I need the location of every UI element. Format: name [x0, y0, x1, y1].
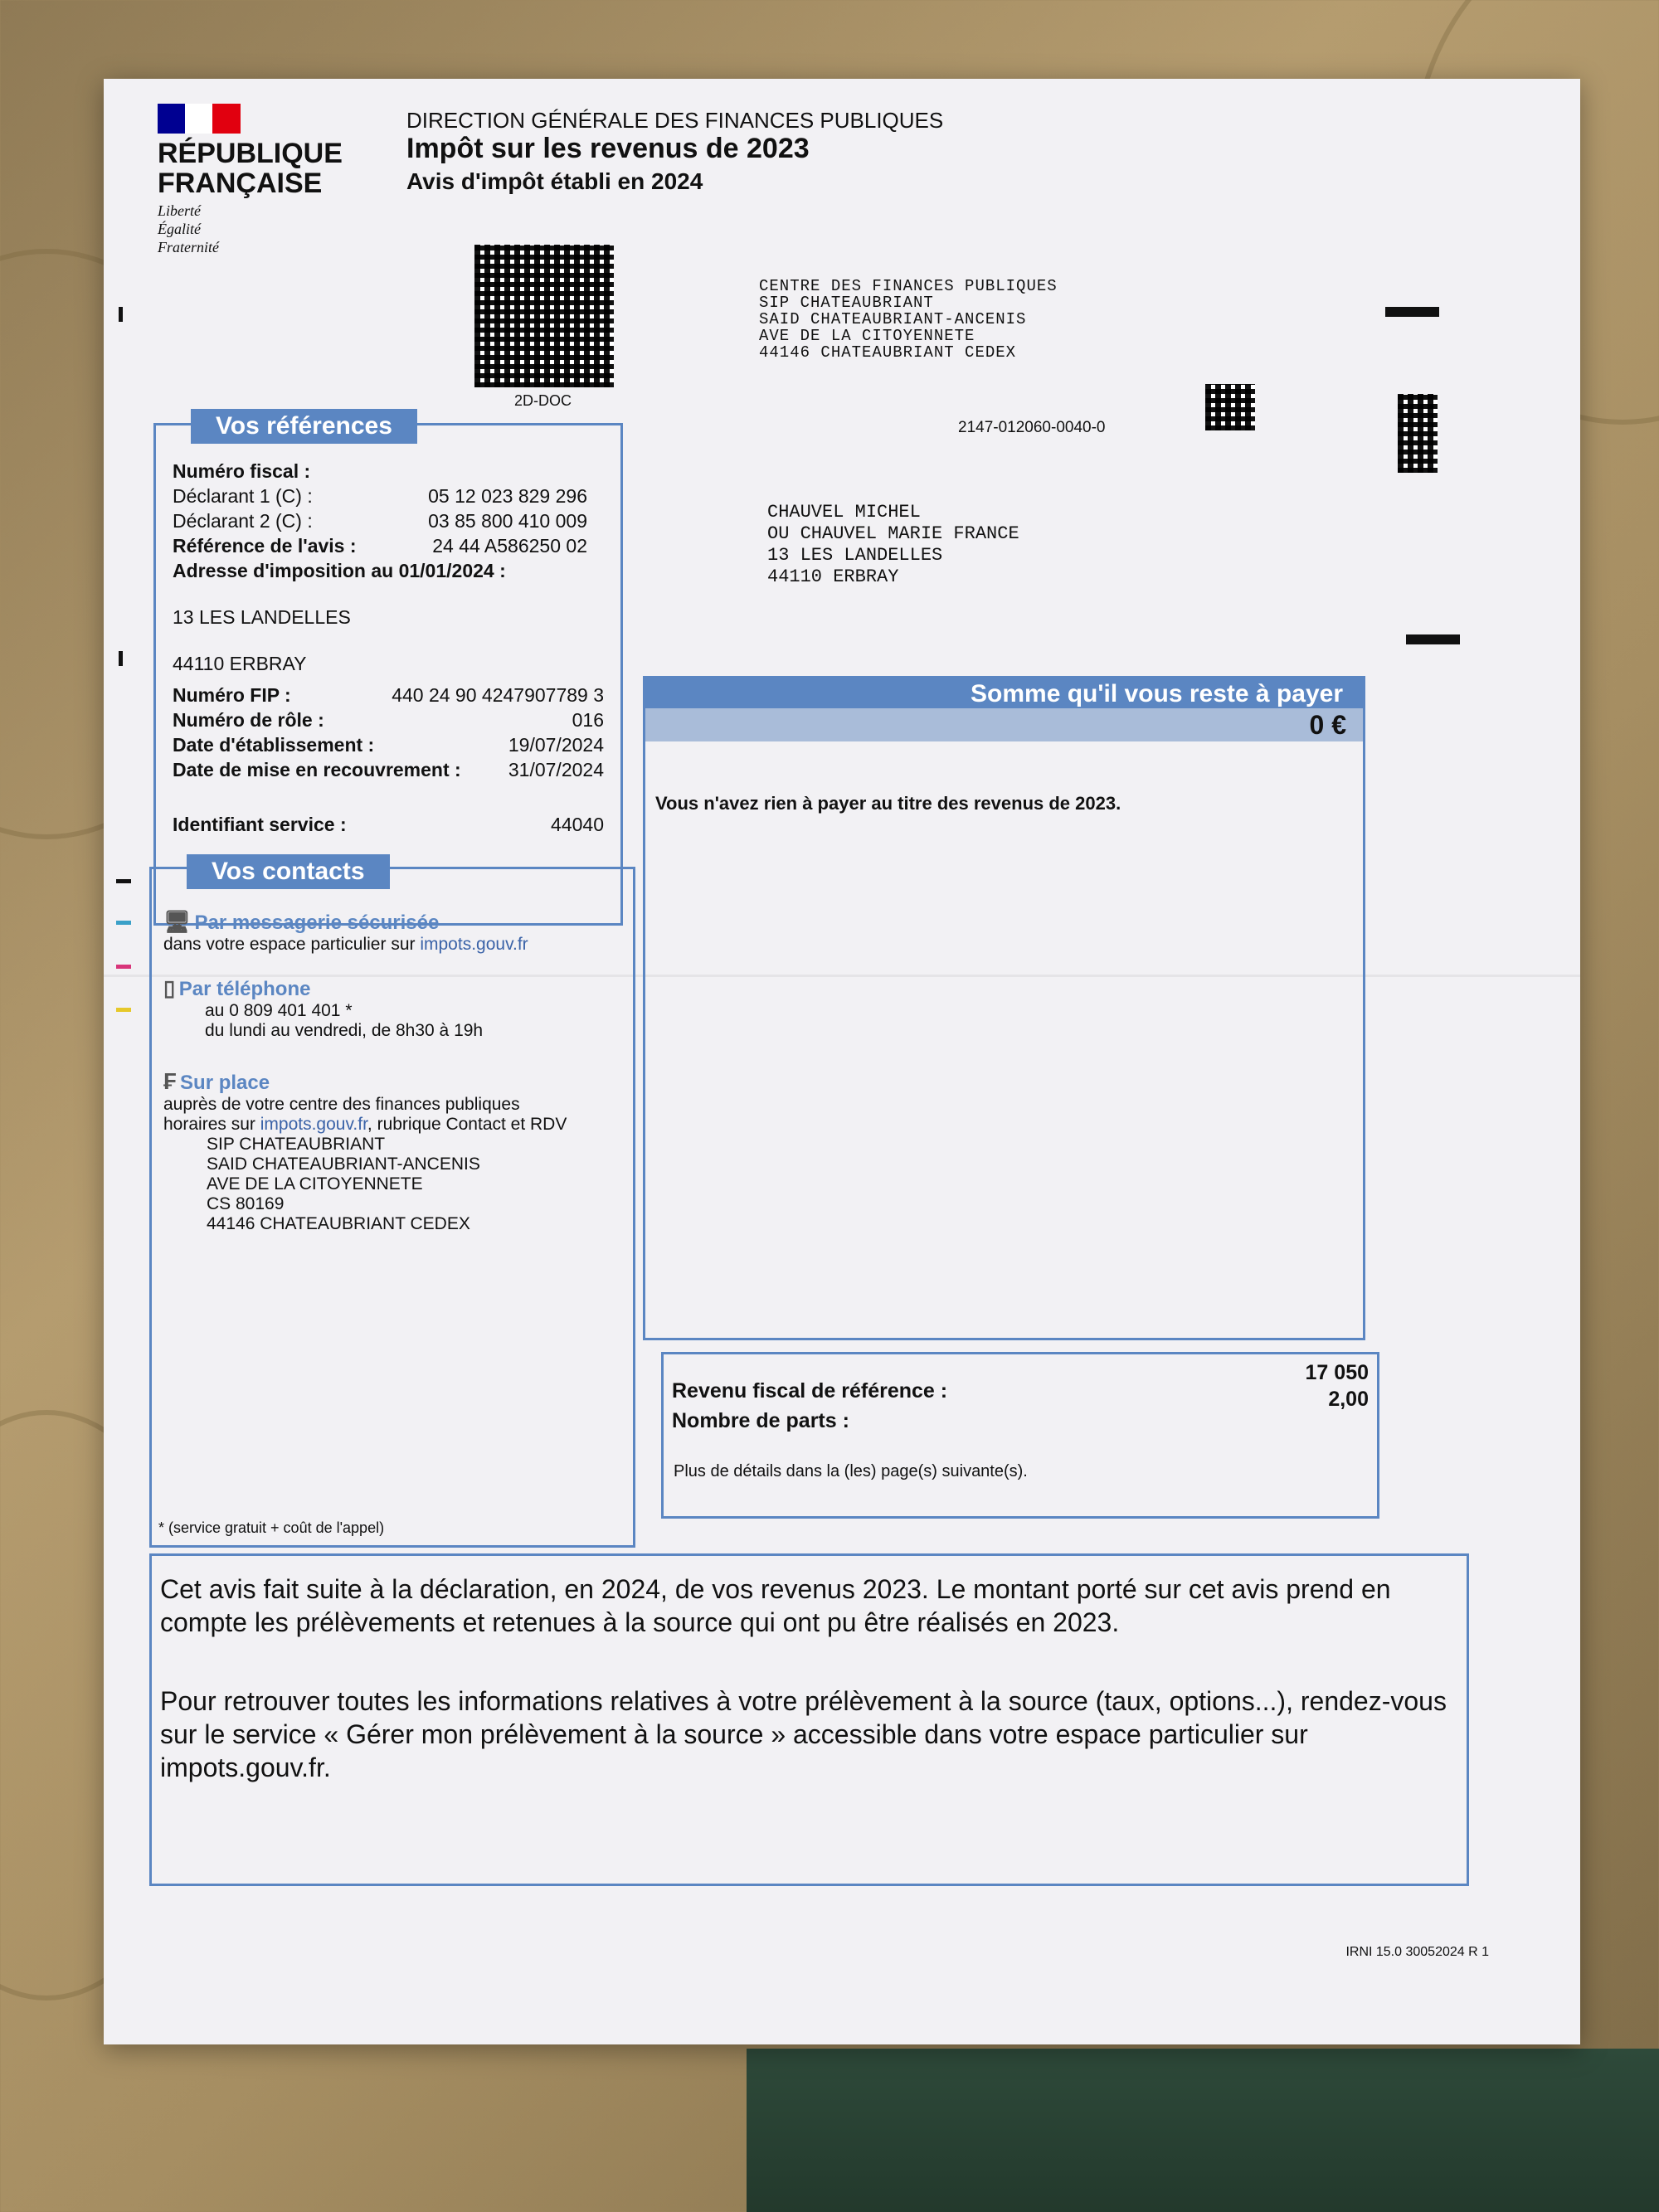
payment-amount: 0 €	[1309, 710, 1346, 740]
ref-avis-label: Référence de l'avis :	[173, 535, 357, 557]
place-addr3: AVE DE LA CITOYENNETE	[207, 1174, 423, 1194]
place-link[interactable]: impots.gouv.fr	[260, 1115, 367, 1134]
place-title: Sur place	[180, 1072, 270, 1094]
telephone-title: Par téléphone	[178, 978, 311, 1000]
print-mark	[1406, 634, 1460, 644]
contacts-title: Vos contacts	[187, 854, 390, 889]
declarant2-row	[173, 510, 604, 532]
print-mark	[116, 1008, 131, 1012]
contacts-box	[149, 858, 635, 1548]
adresse-row	[173, 560, 604, 582]
references-title: Vos références	[191, 409, 417, 444]
republique-francaise-logo-text	[158, 139, 343, 198]
service-row	[173, 814, 604, 836]
print-mark	[116, 921, 131, 925]
parts-label: Nombre de parts :	[672, 1409, 849, 1432]
place-addr2: SAID CHATEAUBRIANT-ANCENIS	[207, 1155, 480, 1174]
messagerie-title: Par messagerie sécurisée	[194, 912, 440, 934]
numero-fiscal-label: Numéro fiscal :	[173, 460, 311, 482]
recouv-label: Date de mise en recouvrement :	[173, 759, 461, 780]
marianne-logo	[158, 104, 241, 134]
recipient-line3: 13 LES LANDELLES	[767, 545, 943, 566]
notice-subtitle: Avis d'impôt établi en 2024	[406, 168, 703, 194]
ref-avis-value: 24 44 A586250 02	[432, 535, 587, 557]
references-box	[153, 412, 623, 926]
centre-line2: SIP CHATEAUBRIANT	[759, 294, 934, 312]
place-text2-start: horaires sur	[163, 1115, 255, 1134]
rfr-label: Revenu fiscal de référence :	[672, 1379, 948, 1403]
print-mark	[116, 965, 131, 969]
direction-label: DIRECTION GÉNÉRALE DES FINANCES PUBLIQUES	[406, 108, 944, 133]
fip-value: 440 24 90 4247907789 3	[392, 684, 604, 706]
phone-icon: ▯	[163, 975, 176, 1000]
declarant1-label: Déclarant 1 (C) :	[173, 485, 313, 507]
telephone-hours: du lundi au vendredi, de 8h30 à 19h	[205, 1021, 484, 1040]
numero-fiscal-row	[173, 460, 604, 483]
recipient-line2: OU CHAUVEL MARIE FRANCE	[767, 523, 1019, 544]
place-text3: , rubrique Contact et RDV	[367, 1115, 567, 1134]
fip-label: Numéro FIP :	[173, 684, 291, 706]
motto-egalite: Égalité	[158, 221, 201, 237]
footer-code: IRNI 15.0 30052024 R 1	[1345, 1945, 1489, 1959]
centre-line5: 44146 CHATEAUBRIANT CEDEX	[759, 343, 1017, 362]
adresse-line1: 13 LES LANDELLES	[173, 606, 351, 628]
role-value: 016	[572, 709, 604, 731]
notice-title: Impôt sur les revenus de 2023	[406, 133, 810, 164]
tax-notice-page	[104, 79, 1580, 2044]
role-row	[173, 709, 604, 732]
motto	[158, 202, 219, 256]
reference-code: 2147-012060-0040-0	[958, 419, 1106, 436]
print-mark	[119, 307, 123, 322]
payment-amount-bar	[645, 708, 1363, 741]
motto-liberte: Liberté	[158, 202, 201, 219]
tax-centre-address	[759, 278, 1058, 361]
centre-line1: CENTRE DES FINANCES PUBLIQUES	[759, 277, 1058, 295]
info-paragraph2: Pour retrouver toutes les informations relatives à votre prélèvement à la source (taux, options...), rendez-vous sur le service « Gérer mon prélèvement à la source » accessible dans votre espace particulier sur impots.gouv.fr.	[160, 1686, 1447, 1782]
declarant2-label: Déclarant 2 (C) :	[173, 510, 313, 532]
twod-doc-label: 2D-DOC	[514, 392, 572, 409]
place-addr5: 44146 CHATEAUBRIANT CEDEX	[207, 1214, 470, 1233]
qr-code-icon	[1205, 384, 1255, 430]
declarant2-value: 03 85 800 410 009	[428, 510, 587, 532]
ref-avis-row	[173, 535, 604, 557]
place-addr1: SIP CHATEAUBRIANT	[207, 1135, 386, 1154]
recouv-row	[173, 759, 604, 781]
payment-box	[643, 676, 1365, 1340]
messagerie-desc: dans votre espace particulier sur	[163, 935, 416, 954]
role-label: Numéro de rôle :	[173, 709, 324, 731]
payment-message: Vous n'avez rien à payer au titre des revenus de 2023.	[655, 793, 1121, 814]
recouv-value: 31/07/2024	[508, 759, 604, 780]
place-addr4: CS 80169	[207, 1194, 285, 1213]
print-mark	[116, 879, 131, 883]
payment-title: Somme qu'il vous reste à payer	[971, 680, 1343, 707]
qr-code-icon	[474, 245, 614, 387]
info-paragraph1: Cet avis fait suite à la déclaration, en 2024, de vos revenus 2023. Le montant porté sur cet avis prend en compte les prélèvements et retenues à la source qui ont pu être réalisés en 2023.	[160, 1574, 1391, 1637]
print-mark	[1385, 307, 1439, 317]
etab-label: Date d'établissement :	[173, 734, 375, 756]
declarant1-value: 05 12 023 829 296	[428, 485, 587, 507]
messagerie-text	[163, 935, 625, 955]
computer-icon: 🖥	[163, 909, 192, 934]
centre-line4: AVE DE LA CITOYENNETE	[759, 327, 975, 345]
adresse-label: Adresse d'imposition au 01/01/2024 :	[173, 560, 506, 581]
telephone-number: au 0 809 401 401 *	[205, 1001, 353, 1020]
rfr-value: 17 050	[1305, 1361, 1369, 1384]
contact-sur-place	[163, 1068, 623, 1234]
fip-row	[173, 684, 604, 707]
parts-value: 2,00	[1328, 1388, 1369, 1411]
details-note: Plus de détails dans la (les) page(s) suivante(s).	[674, 1462, 1028, 1480]
messagerie-link[interactable]: impots.gouv.fr	[420, 935, 528, 954]
service-value: 44040	[551, 814, 604, 835]
building-icon: ₣	[163, 1068, 177, 1094]
etab-row	[173, 734, 604, 756]
summary-box	[661, 1352, 1379, 1519]
recipient-line1: CHAUVEL MICHEL	[767, 502, 921, 523]
adresse-line2: 44110 ERBRAY	[173, 653, 307, 674]
print-mark	[119, 651, 123, 666]
centre-line3: SAID CHATEAUBRIANT-ANCENIS	[759, 310, 1027, 328]
recipient-line4: 44110 ERBRAY	[767, 566, 899, 587]
place-text2	[163, 1115, 623, 1135]
recipient-address	[767, 502, 1019, 588]
motto-fraternite: Fraternité	[158, 239, 219, 255]
declarant1-row	[173, 485, 604, 508]
contact-telephone	[163, 975, 625, 1041]
info-box	[149, 1553, 1469, 1886]
republic-line2: FRANÇAISE	[158, 168, 323, 199]
contact-messagerie	[163, 909, 625, 955]
payment-header-bar	[645, 678, 1363, 708]
place-text1: auprès de votre centre des finances publiques	[163, 1095, 520, 1114]
green-cloth	[747, 2049, 1659, 2212]
etab-value: 19/07/2024	[508, 734, 604, 756]
contacts-footnote: * (service gratuit + coût de l'appel)	[158, 1519, 385, 1536]
republic-line1: RÉPUBLIQUE	[158, 138, 343, 169]
qr-code-icon	[1398, 394, 1438, 473]
service-label: Identifiant service :	[173, 814, 347, 835]
